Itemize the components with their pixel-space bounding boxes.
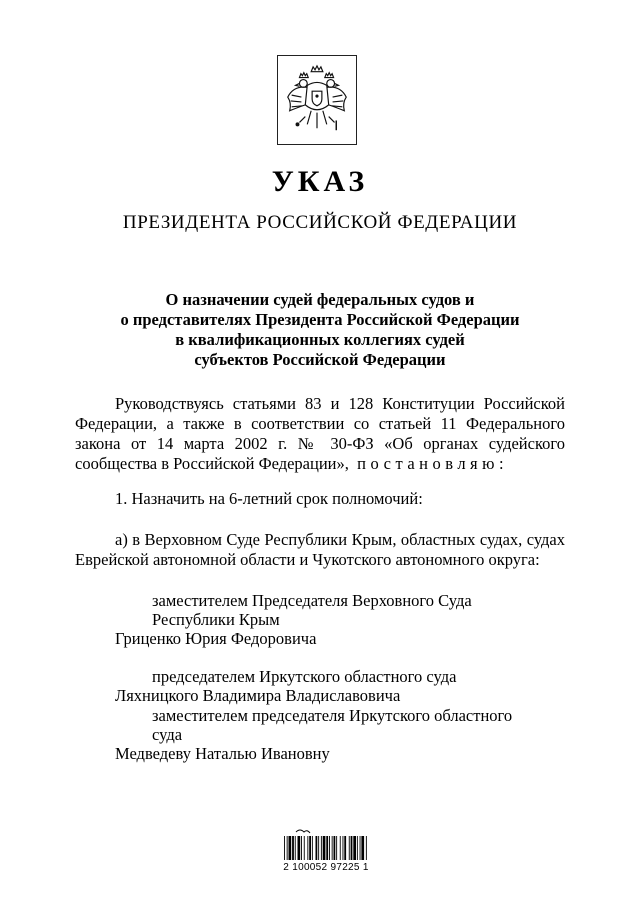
- decree-heading: [0, 290, 640, 370]
- preamble-line: Федерации, а также в соответствии со статьей 11 Федерального: [75, 414, 565, 433]
- item-1: 1. Назначить на 6-летний срок полномочий:: [115, 489, 423, 508]
- appointee-name: Медведеву Наталью Ивановну: [115, 744, 330, 763]
- heading-line: О назначении судей федеральных судов и: [165, 290, 475, 309]
- barcode-number: 2 100052 97225 1: [283, 862, 369, 873]
- barcode-bar: [295, 836, 296, 860]
- barcode-bar: [323, 836, 326, 860]
- appointee-name: Ляхницкого Владимира Владиславовича: [115, 686, 401, 705]
- double-headed-eagle-icon: [278, 56, 356, 144]
- item-a-line: а) в Верховном Суде Республики Крым, областных судах, судах: [115, 530, 565, 549]
- item-a-paragraph: [75, 530, 565, 570]
- state-emblem: [277, 55, 357, 145]
- barcode-bar: [340, 836, 341, 860]
- barcode-bar: [312, 836, 313, 860]
- heading-line: о представителях Президента Российской Федерации: [120, 310, 520, 329]
- preamble-line: закона от 14 марта 2002 г. № 30-ФЗ «Об органах судейского: [75, 434, 565, 453]
- barcode-bar: [292, 836, 294, 860]
- barcode-bar: [307, 836, 308, 860]
- barcode-bar: [361, 836, 364, 860]
- barcode-bar: [289, 836, 292, 860]
- document-subtitle: ПРЕЗИДЕНТА РОССИЙСКОЙ ФЕДЕРАЦИИ: [122, 212, 518, 233]
- barcode-bar: [326, 836, 328, 860]
- appointment-position: заместителем председателя Иркутского областного: [152, 706, 513, 725]
- barcode-bar: [287, 836, 288, 860]
- appointment-position: Республики Крым: [152, 610, 280, 629]
- preamble-line: Руководствуясь статьями 83 и 128 Конституции Российской: [115, 394, 565, 413]
- barcode-bar: [336, 836, 337, 860]
- preamble-paragraph: [75, 394, 565, 474]
- barcode-bar: [329, 836, 330, 860]
- barcode-bar: [366, 836, 367, 860]
- heading-line: субъектов Российской Федерации: [194, 350, 446, 369]
- barcode-bar: [349, 836, 350, 860]
- barcode-bar: [309, 836, 311, 860]
- item-a-line: Еврейской автономной области и Чукотского автономного округа:: [75, 550, 540, 569]
- barcode-bar: [316, 836, 318, 860]
- appointee-name: Гриценко Юрия Федоровича: [115, 629, 317, 648]
- appointment-position: заместителем Председателя Верховного Суда: [152, 591, 472, 610]
- barcode-bar: [334, 836, 336, 860]
- barcode-bar: [321, 836, 322, 860]
- barcode-bar: [353, 836, 356, 860]
- decree-verb: постановляю:: [357, 454, 509, 473]
- barcode-bar: [298, 836, 301, 860]
- appointment-position: председателем Иркутского областного суда: [152, 667, 457, 686]
- appointment-position: суда: [152, 725, 183, 744]
- barcode-bar: [344, 836, 346, 860]
- barcode-bar: [360, 836, 361, 860]
- barcode-bar: [284, 836, 285, 860]
- preamble-line-last: [75, 454, 565, 474]
- heading-line: в квалификационных коллегиях судей: [175, 330, 465, 349]
- barcode-bar: [357, 836, 358, 860]
- barcode-bar: [304, 836, 305, 860]
- preamble-line-text: сообщества в Российской Федерации»,: [75, 454, 349, 473]
- barcode-bar: [343, 836, 344, 860]
- barcode-bar: [332, 836, 333, 860]
- barcode-bar: [301, 836, 302, 860]
- barcode-bar: [318, 836, 319, 860]
- barcode-bar: [351, 836, 353, 860]
- document-title: УКАЗ: [271, 165, 369, 198]
- barcode-mark-icon: [296, 830, 310, 833]
